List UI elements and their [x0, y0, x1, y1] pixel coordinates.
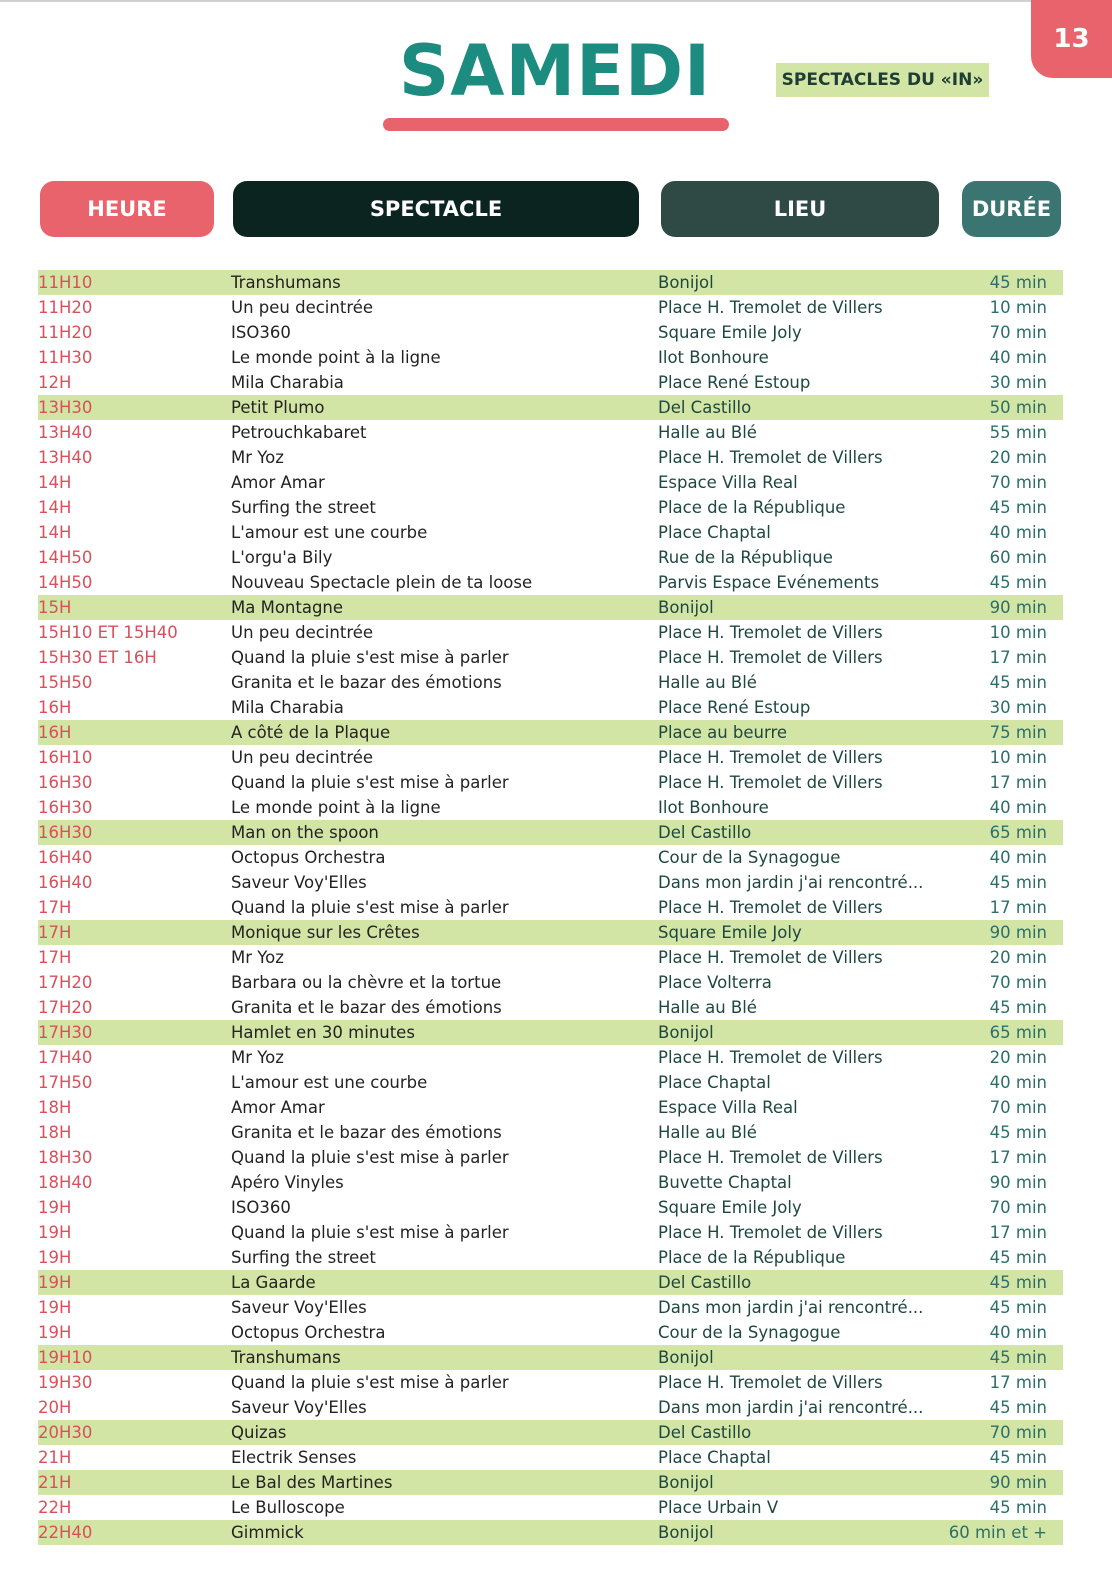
page-number-tab: 13	[1031, 0, 1112, 78]
time-cell: 17H	[38, 923, 72, 942]
venue-cell: Bonijol	[658, 1523, 714, 1542]
venue-cell: Place H. Tremolet de Villers	[658, 1223, 883, 1242]
venue-cell: Rue de la République	[658, 548, 833, 567]
venue-cell: Place René Estoup	[658, 698, 811, 717]
time-cell: 15H50	[38, 673, 93, 692]
time-cell: 13H40	[38, 448, 93, 467]
venue-cell: Dans mon jardin j'ai rencontré...	[658, 873, 924, 892]
venue-cell: Parvis Espace Evénements	[658, 573, 880, 592]
duration-cell: 10 min	[989, 623, 1047, 642]
venue-cell: Halle au Blé	[658, 998, 757, 1017]
venue-cell: Del Castillo	[658, 823, 752, 842]
time-cell: 11H20	[38, 298, 93, 317]
show-cell: Le Bal des Martines	[231, 1473, 393, 1492]
show-cell: Le monde point à la ligne	[231, 348, 441, 367]
table-row	[38, 1370, 1063, 1395]
duration-cell: 45 min	[989, 1498, 1047, 1517]
duration-cell: 17 min	[989, 898, 1047, 917]
show-cell: Un peu decintrée	[231, 298, 374, 317]
venue-cell: Bonijol	[658, 1348, 714, 1367]
venue-cell: Square Emile Joly	[658, 1198, 802, 1217]
page-title: SAMEDI	[398, 30, 712, 112]
show-cell: Mr Yoz	[231, 448, 284, 467]
show-cell: Le Bulloscope	[231, 1498, 345, 1517]
venue-cell: Halle au Blé	[658, 423, 757, 442]
venue-cell: Place H. Tremolet de Villers	[658, 648, 883, 667]
venue-cell: Halle au Blé	[658, 673, 757, 692]
duration-cell: 17 min	[989, 773, 1047, 792]
table-row	[38, 495, 1063, 520]
time-cell: 22H40	[38, 1523, 93, 1542]
duration-cell: 20 min	[989, 948, 1047, 967]
show-cell: Barbara ou la chèvre et la tortue	[231, 973, 502, 992]
table-row	[38, 420, 1063, 445]
duration-cell: 65 min	[989, 823, 1047, 842]
duration-cell: 45 min	[989, 1448, 1047, 1467]
time-cell: 16H	[38, 698, 72, 717]
time-cell: 19H10	[38, 1348, 93, 1367]
time-cell: 12H	[38, 373, 72, 392]
duration-cell: 45 min	[989, 1123, 1047, 1142]
time-cell: 19H	[38, 1198, 72, 1217]
table-row	[38, 370, 1063, 395]
table-row	[38, 695, 1063, 720]
table-row	[38, 1170, 1063, 1195]
time-cell: 16H40	[38, 873, 93, 892]
venue-cell: Espace Villa Real	[658, 473, 798, 492]
duration-cell: 70 min	[989, 1423, 1047, 1442]
duration-cell: 17 min	[989, 1148, 1047, 1167]
venue-cell: Ilot Bonhoure	[658, 798, 769, 817]
show-cell: Quand la pluie s'est mise à parler	[231, 1373, 509, 1392]
venue-cell: Place H. Tremolet de Villers	[658, 1148, 883, 1167]
time-cell: 17H	[38, 898, 72, 917]
table-row	[38, 795, 1063, 820]
duration-cell: 90 min	[989, 598, 1047, 617]
table-row	[38, 770, 1063, 795]
table-row	[38, 995, 1063, 1020]
venue-cell: Place de la République	[658, 1248, 846, 1267]
time-cell: 17H20	[38, 998, 93, 1017]
table-row	[38, 1495, 1063, 1520]
table-row	[38, 1120, 1063, 1145]
show-cell: Quand la pluie s'est mise à parler	[231, 648, 509, 667]
table-row	[38, 1295, 1063, 1320]
table-row	[38, 270, 1063, 295]
table-row	[38, 870, 1063, 895]
show-cell: Petrouchkabaret	[231, 423, 367, 442]
table-row	[38, 345, 1063, 370]
show-cell: Mila Charabia	[231, 373, 344, 392]
time-cell: 16H40	[38, 848, 93, 867]
duration-cell: 45 min	[989, 998, 1047, 1017]
show-cell: Quizas	[231, 1423, 287, 1442]
top-border	[0, 0, 1112, 2]
time-cell: 18H40	[38, 1173, 93, 1192]
show-cell: Quand la pluie s'est mise à parler	[231, 898, 509, 917]
venue-cell: Place Chaptal	[658, 1448, 771, 1467]
show-cell: Quand la pluie s'est mise à parler	[231, 1148, 509, 1167]
duration-cell: 60 min et +	[948, 1523, 1047, 1542]
venue-cell: Del Castillo	[658, 1273, 752, 1292]
table-row	[38, 395, 1063, 420]
title-underline	[383, 118, 729, 131]
show-cell: A côté de la Plaque	[231, 723, 391, 742]
table-row	[38, 1245, 1063, 1270]
duration-cell: 40 min	[989, 848, 1047, 867]
show-cell: Mila Charabia	[231, 698, 344, 717]
time-cell: 22H	[38, 1498, 72, 1517]
venue-cell: Square Emile Joly	[658, 323, 802, 342]
table-row	[38, 820, 1063, 845]
time-cell: 15H	[38, 598, 72, 617]
show-cell: Petit Plumo	[231, 398, 325, 417]
time-cell: 17H20	[38, 973, 93, 992]
duration-cell: 30 min	[989, 373, 1047, 392]
table-row	[38, 1345, 1063, 1370]
duration-cell: 90 min	[989, 1473, 1047, 1492]
show-cell: Surfing the street	[231, 498, 376, 517]
venue-cell: Place H. Tremolet de Villers	[658, 898, 883, 917]
time-cell: 11H30	[38, 348, 93, 367]
time-cell: 20H30	[38, 1423, 93, 1442]
table-row	[38, 1145, 1063, 1170]
show-cell: Ma Montagne	[231, 598, 344, 617]
time-cell: 19H	[38, 1223, 72, 1242]
venue-cell: Halle au Blé	[658, 1123, 757, 1142]
show-cell: Saveur Voy'Elles	[231, 873, 367, 892]
show-cell: Octopus Orchestra	[231, 1323, 386, 1342]
table-row	[38, 1095, 1063, 1120]
show-cell: La Gaarde	[231, 1273, 316, 1292]
venue-cell: Place H. Tremolet de Villers	[658, 298, 883, 317]
show-cell: Saveur Voy'Elles	[231, 1398, 367, 1417]
duration-cell: 40 min	[989, 348, 1047, 367]
time-cell: 17H50	[38, 1073, 93, 1092]
table-row	[38, 1420, 1063, 1445]
venue-cell: Bonijol	[658, 1023, 714, 1042]
time-cell: 14H	[38, 523, 72, 542]
show-cell: Electrik Senses	[231, 1448, 357, 1467]
table-row	[38, 320, 1063, 345]
show-cell: Granita et le bazar des émotions	[231, 1123, 502, 1142]
venue-cell: Ilot Bonhoure	[658, 348, 769, 367]
duration-cell: 45 min	[989, 1348, 1047, 1367]
show-cell: Quand la pluie s'est mise à parler	[231, 773, 509, 792]
venue-cell: Square Emile Joly	[658, 923, 802, 942]
show-cell: Monique sur les Crêtes	[231, 923, 420, 942]
duration-cell: 60 min	[989, 548, 1047, 567]
section-badge: SPECTACLES DU «IN»	[776, 63, 989, 97]
show-cell: Gimmick	[231, 1523, 304, 1542]
table-row	[38, 545, 1063, 570]
time-cell: 14H50	[38, 548, 93, 567]
venue-cell: Place H. Tremolet de Villers	[658, 448, 883, 467]
venue-cell: Place Chaptal	[658, 523, 771, 542]
duration-cell: 45 min	[989, 673, 1047, 692]
show-cell: Saveur Voy'Elles	[231, 1298, 367, 1317]
table-row	[38, 945, 1063, 970]
show-cell: ISO360	[231, 1198, 291, 1217]
table-row	[38, 620, 1063, 645]
column-header-lieu: LIEU	[661, 181, 939, 237]
venue-cell: Place Volterra	[658, 973, 772, 992]
show-cell: Granita et le bazar des émotions	[231, 998, 502, 1017]
venue-cell: Bonijol	[658, 598, 714, 617]
show-cell: Man on the spoon	[231, 823, 379, 842]
table-row	[38, 570, 1063, 595]
table-row	[38, 470, 1063, 495]
venue-cell: Dans mon jardin j'ai rencontré...	[658, 1298, 924, 1317]
table-row	[38, 445, 1063, 470]
show-cell: Mr Yoz	[231, 948, 284, 967]
duration-cell: 55 min	[989, 423, 1047, 442]
duration-cell: 40 min	[989, 1323, 1047, 1342]
duration-cell: 70 min	[989, 973, 1047, 992]
venue-cell: Place H. Tremolet de Villers	[658, 1373, 883, 1392]
table-row	[38, 645, 1063, 670]
show-cell: Octopus Orchestra	[231, 848, 386, 867]
duration-cell: 40 min	[989, 798, 1047, 817]
duration-cell: 40 min	[989, 1073, 1047, 1092]
show-cell: L'amour est une courbe	[231, 1073, 428, 1092]
time-cell: 19H	[38, 1273, 72, 1292]
venue-cell: Del Castillo	[658, 1423, 752, 1442]
show-cell: L'orgu'a Bily	[231, 548, 333, 567]
venue-cell: Place de la République	[658, 498, 846, 517]
table-row	[38, 295, 1063, 320]
show-cell: Mr Yoz	[231, 1048, 284, 1067]
duration-cell: 90 min	[989, 923, 1047, 942]
time-cell: 13H30	[38, 398, 93, 417]
table-row	[38, 1320, 1063, 1345]
time-cell: 15H30 ET 16H	[38, 648, 157, 667]
duration-cell: 45 min	[989, 1298, 1047, 1317]
table-row	[38, 845, 1063, 870]
duration-cell: 10 min	[989, 748, 1047, 767]
duration-cell: 17 min	[989, 648, 1047, 667]
venue-cell: Place Chaptal	[658, 1073, 771, 1092]
venue-cell: Place Urbain V	[658, 1498, 779, 1517]
venue-cell: Place H. Tremolet de Villers	[658, 1048, 883, 1067]
show-cell: Un peu decintrée	[231, 623, 374, 642]
show-cell: Un peu decintrée	[231, 748, 374, 767]
show-cell: Granita et le bazar des émotions	[231, 673, 502, 692]
time-cell: 19H	[38, 1323, 72, 1342]
duration-cell: 45 min	[989, 573, 1047, 592]
venue-cell: Cour de la Synagogue	[658, 1323, 841, 1342]
table-row	[38, 720, 1063, 745]
duration-cell: 90 min	[989, 1173, 1047, 1192]
table-row	[38, 745, 1063, 770]
table-row	[38, 920, 1063, 945]
show-cell: Transhumans	[231, 1348, 341, 1367]
show-cell: Amor Amar	[231, 473, 325, 492]
column-header-duree: DURÉE	[962, 181, 1061, 237]
duration-cell: 45 min	[989, 1273, 1047, 1292]
time-cell: 16H	[38, 723, 72, 742]
schedule-table	[38, 270, 1063, 1545]
show-cell: Nouveau Spectacle plein de ta loose	[231, 573, 533, 592]
table-row	[38, 1470, 1063, 1495]
time-cell: 16H10	[38, 748, 93, 767]
table-row	[38, 1445, 1063, 1470]
venue-cell: Buvette Chaptal	[658, 1173, 792, 1192]
venue-cell: Espace Villa Real	[658, 1098, 798, 1117]
column-header-heure: HEURE	[40, 181, 214, 237]
duration-cell: 45 min	[989, 1398, 1047, 1417]
duration-cell: 70 min	[989, 473, 1047, 492]
time-cell: 17H	[38, 948, 72, 967]
duration-cell: 30 min	[989, 698, 1047, 717]
show-cell: L'amour est une courbe	[231, 523, 428, 542]
table-row	[38, 970, 1063, 995]
venue-cell: Place au beurre	[658, 723, 788, 742]
time-cell: 21H	[38, 1448, 72, 1467]
show-cell: Hamlet en 30 minutes	[231, 1023, 415, 1042]
table-row	[38, 670, 1063, 695]
table-row	[38, 1045, 1063, 1070]
time-cell: 16H30	[38, 798, 93, 817]
time-cell: 16H30	[38, 823, 93, 842]
column-header-spectacle: SPECTACLE	[233, 181, 639, 237]
show-cell: Amor Amar	[231, 1098, 325, 1117]
venue-cell: Place H. Tremolet de Villers	[658, 748, 883, 767]
duration-cell: 45 min	[989, 1248, 1047, 1267]
time-cell: 18H	[38, 1123, 72, 1142]
time-cell: 14H	[38, 498, 72, 517]
duration-cell: 70 min	[989, 1098, 1047, 1117]
show-cell: Surfing the street	[231, 1248, 376, 1267]
venue-cell: Place H. Tremolet de Villers	[658, 948, 883, 967]
time-cell: 19H30	[38, 1373, 93, 1392]
time-cell: 17H40	[38, 1048, 93, 1067]
time-cell: 11H10	[38, 273, 93, 292]
duration-cell: 75 min	[989, 723, 1047, 742]
show-cell: Transhumans	[231, 273, 341, 292]
time-cell: 18H	[38, 1098, 72, 1117]
table-row	[38, 1520, 1063, 1545]
duration-cell: 17 min	[989, 1223, 1047, 1242]
duration-cell: 20 min	[989, 448, 1047, 467]
venue-cell: Bonijol	[658, 1473, 714, 1492]
venue-cell: Dans mon jardin j'ai rencontré...	[658, 1398, 924, 1417]
table-row	[38, 1070, 1063, 1095]
show-cell: ISO360	[231, 323, 291, 342]
time-cell: 20H	[38, 1398, 72, 1417]
venue-cell: Place H. Tremolet de Villers	[658, 623, 883, 642]
time-cell: 19H	[38, 1248, 72, 1267]
duration-cell: 20 min	[989, 1048, 1047, 1067]
table-row	[38, 1395, 1063, 1420]
show-cell: Quand la pluie s'est mise à parler	[231, 1223, 509, 1242]
time-cell: 16H30	[38, 773, 93, 792]
time-cell: 17H30	[38, 1023, 93, 1042]
venue-cell: Bonijol	[658, 273, 714, 292]
show-cell: Le monde point à la ligne	[231, 798, 441, 817]
time-cell: 13H40	[38, 423, 93, 442]
time-cell: 14H	[38, 473, 72, 492]
time-cell: 15H10 ET 15H40	[38, 623, 178, 642]
duration-cell: 17 min	[989, 1373, 1047, 1392]
venue-cell: Place René Estoup	[658, 373, 811, 392]
duration-cell: 40 min	[989, 523, 1047, 542]
duration-cell: 45 min	[989, 873, 1047, 892]
venue-cell: Place H. Tremolet de Villers	[658, 773, 883, 792]
duration-cell: 70 min	[989, 323, 1047, 342]
time-cell: 14H50	[38, 573, 93, 592]
table-row	[38, 895, 1063, 920]
show-cell: Apéro Vinyles	[231, 1173, 344, 1192]
table-row	[38, 595, 1063, 620]
duration-cell: 65 min	[989, 1023, 1047, 1042]
duration-cell: 50 min	[989, 398, 1047, 417]
time-cell: 21H	[38, 1473, 72, 1492]
time-cell: 11H20	[38, 323, 93, 342]
time-cell: 18H30	[38, 1148, 93, 1167]
time-cell: 19H	[38, 1298, 72, 1317]
venue-cell: Del Castillo	[658, 398, 752, 417]
table-row	[38, 1270, 1063, 1295]
table-row	[38, 1195, 1063, 1220]
venue-cell: Cour de la Synagogue	[658, 848, 841, 867]
duration-cell: 45 min	[989, 498, 1047, 517]
table-row	[38, 1020, 1063, 1045]
duration-cell: 10 min	[989, 298, 1047, 317]
table-row	[38, 520, 1063, 545]
duration-cell: 70 min	[989, 1198, 1047, 1217]
duration-cell: 45 min	[989, 273, 1047, 292]
table-row	[38, 1220, 1063, 1245]
